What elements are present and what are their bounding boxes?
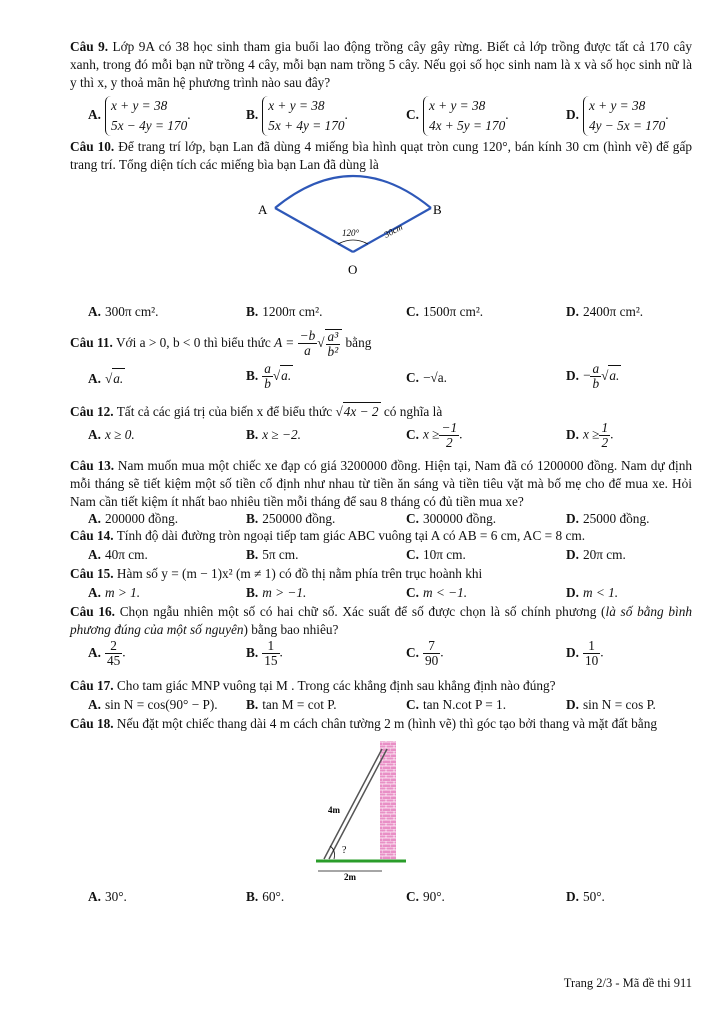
- question-12: Câu 12. Tất cả các giá trị của biến x để biểu thức √ 4x − 2 có nghĩa là: [70, 402, 692, 421]
- page-footer: Trang 2/3 - Mã đề thi 911: [563, 976, 692, 990]
- option-c[interactable]: C. x ≥ $\frac{-1}{2}$ .: [406, 420, 463, 450]
- option-a[interactable]: A. sin N = cos(90° − P).: [88, 697, 218, 712]
- label-ladder: 4m: [328, 805, 340, 815]
- label-angle: ?: [342, 845, 347, 856]
- option-d[interactable]: D. 50°.: [566, 889, 605, 904]
- option-d[interactable]: D. 2400π cm².: [566, 304, 644, 319]
- option-b[interactable]: B. tan M = cot P.: [246, 697, 337, 712]
- option-d[interactable]: D. m < 1.: [566, 585, 619, 600]
- option-c[interactable]: C. −√a.: [406, 370, 447, 385]
- option-b[interactable]: B. m > −1.: [246, 585, 307, 600]
- option-b[interactable]: B. 60°.: [246, 889, 285, 904]
- exam-page: [70, 38, 692, 907]
- label-b: B: [433, 202, 442, 217]
- option-b[interactable]: B. 1200π cm².: [246, 304, 323, 319]
- question-17-options: [70, 695, 692, 715]
- option-a[interactable]: A. 30°.: [88, 889, 127, 904]
- option-a[interactable]: A. 300π cm².: [88, 304, 159, 319]
- question-17: Câu 17. Cho tam giác MNP vuông tại M . Trong các khẳng định sau khẳng định nào đúng?: [70, 678, 556, 693]
- angle-arc: [338, 240, 368, 244]
- option-a[interactable]: A.x + y = 38 5x − 4y = 170.: [88, 96, 191, 136]
- option-b[interactable]: B. 250000 đồng.: [246, 511, 336, 526]
- label-a: A: [258, 202, 268, 217]
- question-16: Câu 16. Chọn ngẫu nhiên một số có hai chữ số. Xác suất để số được chọn là số chính phương (là số bằng bình phương đúng của một số nguyên) bằng bao nhiêu?: [70, 604, 693, 637]
- question-14-options: [70, 545, 692, 565]
- option-c[interactable]: C. 300000 đồng.: [406, 511, 497, 526]
- option-c[interactable]: C. 10π cm.: [406, 547, 466, 562]
- question-11: Câu 11. Với a > 0, b < 0 thì biểu thức A = $\frac{-b}{a}$ √ $\frac{\text{a³}}{\text{b²}}$ bằng: [70, 324, 692, 362]
- option-c[interactable]: C. m < −1.: [406, 585, 468, 600]
- ladder-diagram: [70, 733, 692, 881]
- option-c[interactable]: C. 90°.: [406, 889, 445, 904]
- option-b[interactable]: B.x + y = 38 5x + 4y = 170.: [246, 96, 348, 136]
- question-11-options: [70, 362, 692, 398]
- option-d[interactable]: D. sin N = cos P.: [566, 697, 656, 712]
- sector-figure: [70, 174, 692, 302]
- label-angle: 120°: [342, 228, 360, 238]
- option-b[interactable]: B. $\frac{a}{b}$ √ a.: [246, 362, 293, 391]
- question-15: Câu 15. Hàm số y = (m − 1)x² (m ≠ 1) có đồ thị nằm phía trên trục hoành khi: [70, 566, 483, 581]
- question-16-options: [70, 639, 692, 675]
- arc-ab: [275, 176, 431, 208]
- option-d[interactable]: D.x + y = 38 4y − 5x = 170.: [566, 96, 669, 136]
- label-base: 2m: [344, 872, 356, 881]
- question-18: Câu 18. Nếu đặt một chiếc thang dài 4 m cách chân tường 2 m (hình vẽ) thì góc tạo bởi thang và mặt đất bằng: [70, 716, 657, 731]
- label-o: O: [348, 262, 358, 277]
- option-d[interactable]: D. 25000 đồng.: [566, 511, 650, 526]
- question-14: Câu 14. Tính độ dài đường tròn ngoại tiếp tam giác ABC vuông tại A có AB = 6 cm, AC = 8 cm.: [70, 528, 586, 543]
- question-13: Câu 13. Nam muốn mua một chiếc xe đạp có giá 3200000 đồng. Hiện tại, Nam đã có 1200000 đồng. Nam dự định mỗi tháng sẽ tiết kiệm một số tiền cố định như nhau từ tiền ăn sáng và tiền tiêu vặt mà bố mẹ cho để mua xe. Hỏi Nam cần tiết kiệm ít nhất bao nhiêu tiền mỗi tháng để sau 8 tháng có đủ tiền mua xe?: [70, 458, 692, 509]
- question-10: Câu 10. Để trang trí lớp, bạn Lan đã dùng 4 miếng bìa hình quạt tròn cung 120°, bán kính 30 cm (hình vẽ) để gấp trang trí. Tổng diện tích các miếng bìa bạn Lan đã dùng là: [70, 139, 693, 172]
- question-13-options: [70, 511, 692, 527]
- option-d[interactable]: D. − $\frac{a}{b}$ √ a.: [566, 362, 621, 391]
- option-b[interactable]: B. $\frac{1}{15}$ .: [246, 638, 283, 668]
- option-a[interactable]: A. 200000 đồng.: [88, 511, 179, 526]
- ladder-rail-2: [329, 749, 387, 859]
- sector-diagram: [70, 174, 692, 302]
- question-18-options: [70, 887, 692, 907]
- option-c[interactable]: C. $\frac{7}{90}$ .: [406, 638, 444, 668]
- ladder-figure: [70, 733, 692, 881]
- option-c[interactable]: C. 1500π cm².: [406, 304, 484, 319]
- option-c[interactable]: C.x + y = 38 4x + 5y = 170.: [406, 96, 509, 136]
- option-b[interactable]: B. x ≥ −2.: [246, 427, 301, 442]
- question-10-options: [70, 302, 692, 322]
- question-15-options: [70, 583, 692, 603]
- option-a[interactable]: A. m > 1.: [88, 585, 141, 600]
- label-radius: 30cm: [382, 221, 405, 240]
- question-12-options: [70, 421, 692, 457]
- option-a[interactable]: A. $\frac{2}{45}$ .: [88, 638, 126, 668]
- question-9: Câu 9. Lớp 9A có 38 học sinh tham gia buổi lao động trồng cây gây rừng. Biết cả lớp trồng được tất cả 170 cây xanh, trong đó mỗi bạn nữ trồng 4 cây, mỗi bạn nam trồng 5 cây. Nếu gọi số học sinh nam là x và số học sinh nữ là y thì x, y thoả mãn hệ phương trình nào sau đây?: [70, 39, 692, 90]
- question-9-options: [70, 92, 692, 136]
- option-a[interactable]: A. 40π cm.: [88, 547, 148, 562]
- option-d[interactable]: D. x ≥ $\frac{1}{2}$ .: [566, 420, 614, 450]
- option-c[interactable]: C. tan N.cot P = 1.: [406, 697, 507, 712]
- option-a[interactable]: A.√ a.: [88, 368, 125, 389]
- option-b[interactable]: B. 5π cm.: [246, 547, 299, 562]
- option-d[interactable]: D. 20π cm.: [566, 547, 626, 562]
- option-a[interactable]: A. x ≥ 0.: [88, 427, 135, 442]
- ladder-rail-1: [324, 749, 382, 859]
- option-d[interactable]: D. $\frac{1}{10}$ .: [566, 638, 604, 668]
